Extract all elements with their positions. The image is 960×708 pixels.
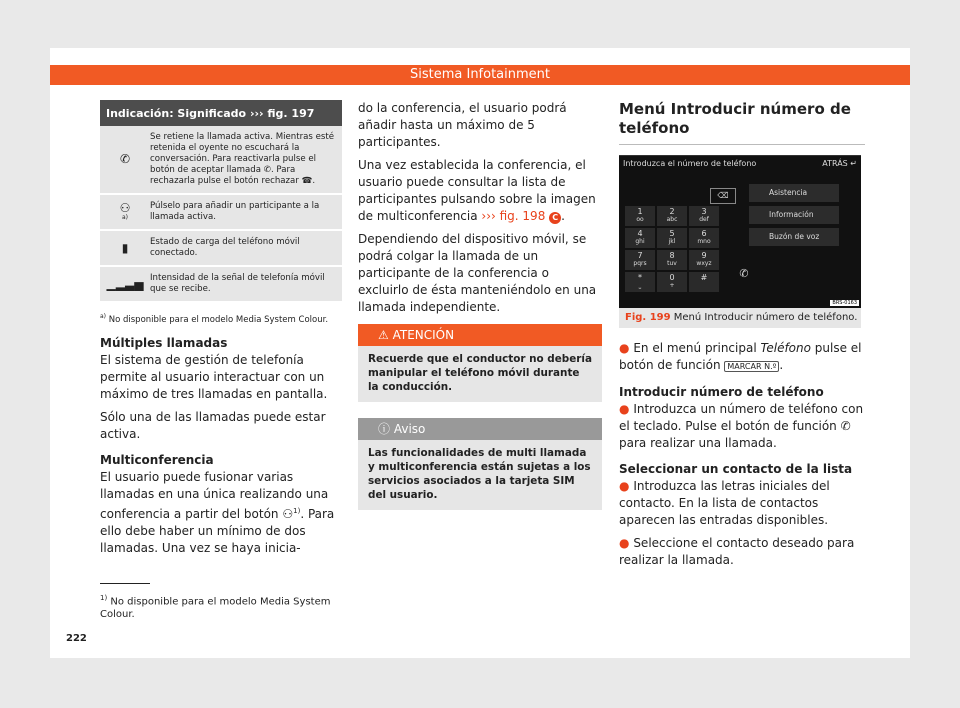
information-button[interactable]: Información <box>749 206 839 224</box>
paragraph: Una vez establecida la conferencia, el usuario puede consultar la lista de participantes pulsando sobre la imagen de multiconferencia ››› fig. 198 C . <box>358 158 596 223</box>
page-footnote: $^{1)}$ No disponible para el modelo Media System Colour. <box>100 594 331 621</box>
paragraph: Sólo una de las llamadas puede estar activa. <box>100 409 326 441</box>
conference-icon: ⚇ <box>282 506 294 521</box>
heading-multiconference: Multiconferencia <box>100 452 214 467</box>
page-number: 222 <box>66 633 87 644</box>
header-band <box>50 65 910 85</box>
table-row: ⚇ a) Púlselo para añadir un participante a la llamada activa. <box>100 194 342 230</box>
assistance-button[interactable]: Asistencia <box>749 184 839 202</box>
phone-screen-figure <box>619 155 861 308</box>
paragraph: El usuario puede fusionar varias llamadas en una única realizando una conferencia a partir del botón ⚇$^{1)}$. Para ello debe haber un mínimo de dos llamadas. Una vez se haya inicia- <box>100 469 335 555</box>
column-right <box>619 100 865 575</box>
signal-strength-icon: ▁▂▃▅ <box>100 266 150 302</box>
paragraph: El sistema de gestión de telefonía permite al usuario interactuar con un máximo de tres llamadas en pantalla. <box>100 352 328 401</box>
warning-body: Recuerde que el conductor no debería manipular el teléfono móvil durante la conducción. <box>368 353 592 393</box>
keypad-key[interactable]: 4 ghi <box>625 228 655 248</box>
table-row: ▁▂▃▅ Intensidad de la señal de telefonía móvil que se recibe. <box>100 266 342 302</box>
keypad-key[interactable]: 0 + <box>657 272 687 292</box>
info-icon: ⓘ <box>378 422 391 436</box>
section-heading: Menú Introducir número de teléfono <box>619 100 865 145</box>
paragraph: Dependiendo del dispositivo móvil, se podrá colgar la llamada de un participante de la conferencia o excluirlo de ésta manteniéndolo en una llamada independiente. <box>358 232 597 314</box>
figure-caption: Fig. 199 Menú Introducir número de teléfono. <box>619 308 861 328</box>
call-icon[interactable]: ✆ <box>739 267 749 280</box>
voicemail-button[interactable]: Buzón de voz <box>749 228 839 246</box>
letter-c-badge: C <box>549 212 561 224</box>
indicator-table <box>100 100 342 303</box>
column-middle <box>358 100 602 510</box>
bullet-item: ● En el menú principal Teléfono pulse el botón de función MARCAR N.º . <box>619 341 862 372</box>
call-icon: ✆ <box>840 419 851 433</box>
keypad-key[interactable]: 7 pqrs <box>625 250 655 270</box>
reject-call-icon: ☎ <box>301 176 313 186</box>
note-body: Las funcionalidades de multi llamada y multiconferencia están sujetas a los servicios asociados a la tarjeta SIM del usuario. <box>368 447 591 501</box>
keypad-key[interactable]: 6 mno <box>689 228 719 248</box>
keypad-key[interactable]: 5 jkl <box>657 228 687 248</box>
table-row: ✆ Se retiene la llamada activa. Mientras esté retenida el oyente no escuchará la conversación. Para reactivarla pulse el botón de aceptar llamada ✆. Para rechazarla pulse el botón rechazar ☎. <box>100 126 342 194</box>
warning-box <box>358 324 602 402</box>
keypad-key[interactable]: 8 tuv <box>657 250 687 270</box>
back-button[interactable]: ATRÁS ↵ <box>822 159 857 168</box>
back-arrow-icon: ↵ <box>850 159 857 168</box>
keypad-key[interactable]: 3 def <box>689 206 719 226</box>
battery-icon: ▮ <box>100 230 150 266</box>
figure-code: BRS-0163 <box>832 300 857 306</box>
paragraph: do la conferencia, el usuario podrá añadir hasta un máximo de 5 participantes. <box>358 101 567 149</box>
note-header: ⓘ Aviso <box>358 418 602 440</box>
figure-reference[interactable]: ››› fig. 198 <box>481 209 546 223</box>
bullet-item: ● Introduzca un número de teléfono con el teclado. Pulse el botón de función ✆ para realizar una llamada. <box>619 402 864 450</box>
delete-key[interactable]: ⌫ <box>710 188 736 204</box>
keypad-key[interactable]: # <box>689 272 719 292</box>
column-left <box>100 100 342 563</box>
note-box <box>358 418 602 510</box>
table-footnote: $^{a)}$ No disponible para el modelo Media System Colour. <box>100 313 329 325</box>
bullet-item: ● Seleccione el contacto deseado para realizar la llamada. <box>619 536 855 567</box>
bullet-item: ● Introduzca las letras iniciales del contacto. En la lista de contactos aparecen las entradas disponibles. <box>619 479 830 527</box>
warning-icon: ⚠ <box>378 328 389 342</box>
table-title: Indicación: Significado ››› fig. 197 <box>100 100 342 126</box>
warning-header: ⚠ ATENCIÓN <box>358 324 602 346</box>
footnote-divider <box>100 583 150 584</box>
heading-multiple-calls: Múltiples llamadas <box>100 335 228 350</box>
heading-enter-number: Introducir número de teléfono <box>619 385 824 399</box>
keypad-key[interactable]: * ⎵ <box>625 272 655 292</box>
keypad-key[interactable]: 1 oo <box>625 206 655 226</box>
accept-call-icon: ✆ <box>263 165 271 175</box>
header-title: Sistema Infotainment <box>409 67 550 82</box>
dial-number-button-label: MARCAR N.º <box>724 361 779 372</box>
table-row: ▮ Estado de carga del teléfono móvil conectado. <box>100 230 342 266</box>
heading-select-contact: Seleccionar un contacto de la lista <box>619 462 853 476</box>
add-participant-icon: ⚇ <box>119 201 131 215</box>
keypad-key[interactable]: 2 abc <box>657 206 687 226</box>
keypad-key[interactable]: 9 wxyz <box>689 250 719 270</box>
screen-title: Introduzca el número de teléfono <box>623 159 757 168</box>
hold-call-icon: ✆ <box>100 126 150 194</box>
